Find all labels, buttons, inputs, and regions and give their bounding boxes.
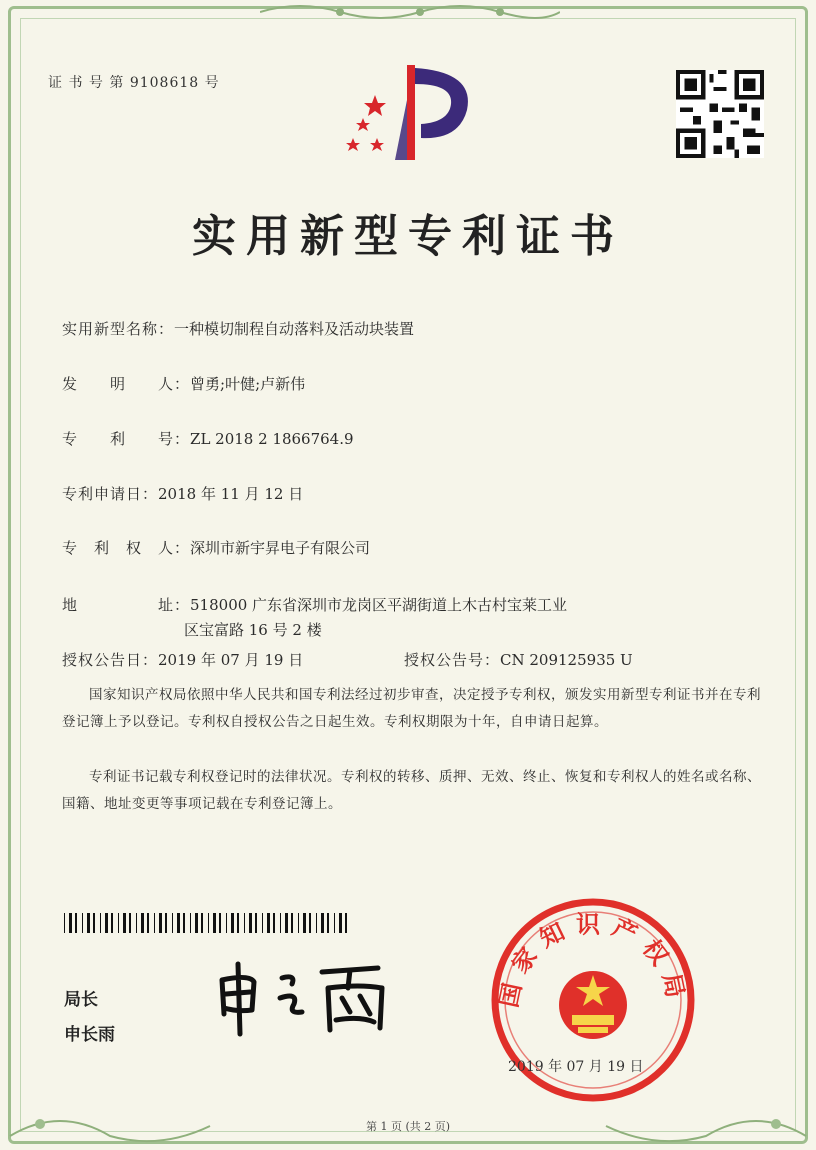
field-label: 专利申请日： [62,485,159,503]
certificate-number [48,72,220,92]
field-value: CN 209125935 U [500,651,633,669]
seal-date: 2019 年 07 月 19 日 [508,1059,644,1075]
field-label: 授权公告日： [62,651,159,669]
field-label: 发 明 人： [62,375,191,393]
field-grant-number [404,649,633,670]
field-value: ZL 2018 2 1866764.9 [190,430,354,448]
seal-text: 国家知识产权局 [494,910,692,1010]
certificate-title: 实用新型专利证书 [192,211,624,262]
field-label: 实用新型名称： [62,320,175,338]
page-footer: 第 1 页 (共 2 页) [365,1120,451,1133]
qr-code [676,70,764,158]
director-title: 局长 [64,990,98,1010]
field-utility-model-name [62,318,414,339]
field-grant-date [62,649,303,670]
certificate-number-label: 证 书 号 第 [48,75,125,91]
field-label: 地 址： [62,596,191,614]
field-value: 一种模切制程自动落料及活动块装置 [174,320,415,338]
barcode [64,913,352,933]
body-paragraph-2: 专利证书记载专利权登记时的法律状况。专利权的转移、质押、无效、终止、恢复和专利权人的姓名或名称、国籍、地址变更等事项记载在专利登记簿上。 [62,769,761,812]
top-vine-ornament [260,0,560,22]
field-address-line2: 区宝富路 16 号 2 楼 [184,621,322,639]
field-filing-date [62,483,303,504]
body-paragraph-1: 国家知识产权局依照中华人民共和国专利法经过初步审查，决定授予专利权，颁发实用新型专利证书并在专利登记簿上予以登记。专利权自授权公告之日起生效。专利权期限为十年，自申请日起算。 [62,687,761,730]
cnipa-logo [335,60,485,170]
field-label: 专 利 号： [62,430,191,448]
field-patent-holder [62,537,370,558]
director-name: 申长雨 [64,1025,115,1045]
field-value: 曾勇;叶健;卢新伟 [190,375,306,393]
field-inventor [62,373,305,394]
field-address [62,594,567,615]
field-value: 518000 广东省深圳市龙岗区平湖街道上木古村宝莱工业 [190,596,568,614]
field-label: 授权公告号： [404,651,501,669]
field-patent-number [62,428,354,449]
field-value: 2019 年 07 月 19 日 [158,651,304,669]
certificate-number-suffix: 号 [204,75,220,91]
certificate-number-value: 9108618 [129,75,200,91]
field-label: 专 利 权 人： [62,539,191,557]
field-value: 2018 年 11 月 12 日 [158,485,304,503]
handwritten-signature [210,958,410,1038]
field-value: 深圳市新宇昇电子有限公司 [190,539,371,557]
